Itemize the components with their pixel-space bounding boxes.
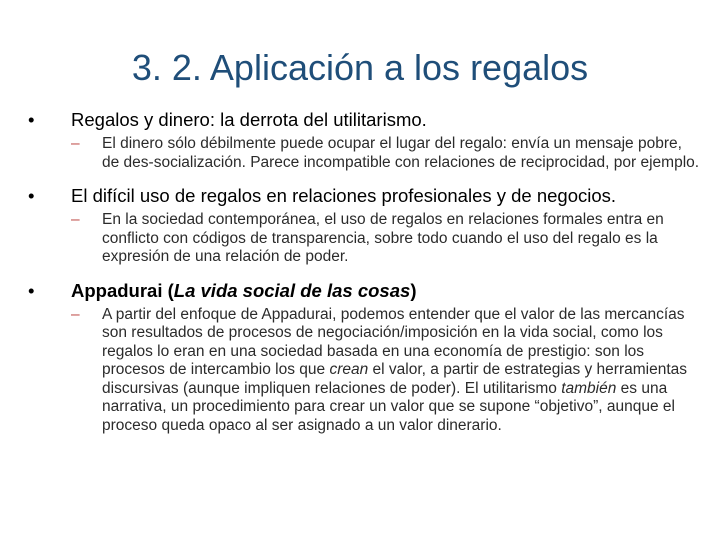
sub-bullet-marker: – [71,135,80,152]
bullet-list [28,108,700,435]
sub-bullet-text [102,306,687,434]
sub-text-part-1: A partir del enfoque de Appadurai, podemos entender que el valor de las mercancías son resultados de procesos de negociación/imposición en la vida social, como los regalos lo eran en una sociedad basada en una economía de prestigio: son los procesos de intercambio los que [102,305,685,378]
sub-bullet [71,211,700,267]
sub-bullet [71,306,700,436]
bullet-text: El difícil uso de regalos en relaciones profesionales y de negocios. [71,185,617,206]
sub-bullet-marker: – [71,211,80,228]
bullet-text [71,280,416,301]
sub-text-part-2: el valor, a partir de estrategias y herramientas discursivas (aunque impliquen relaciones de poder). El utilitarismo [102,361,688,397]
slide-title: 3. 2. Aplicación a los regalos [131,47,589,88]
bullet-text: Regalos y dinero: la derrota del utilitarismo. [71,109,427,130]
bullet-item [28,279,700,436]
sub-text-italic-2: también [561,379,617,397]
sub-bullet-text: El dinero sólo débilmente puede ocupar el lugar del regalo: envía un mensaje pobre, de des-socialización. Parece incompatible con relaciones de reciprocidad, por ejemplo. [102,135,700,171]
sub-text-italic-1: crean [329,361,369,378]
bullet-marker: • [28,279,35,301]
bullet-text-suffix: ) [410,279,417,301]
bullet-marker: • [28,185,35,206]
bullet-marker: • [28,109,35,130]
sub-bullet [71,135,700,172]
bullet-item [28,184,700,267]
sub-bullet-marker: – [71,305,80,323]
bullet-item [28,108,700,172]
book-title: La vida social de las cosas [173,279,411,301]
bullet-text-prefix: Appadurai ( [71,279,174,301]
sub-bullet-text: En la sociedad contemporánea, el uso de regalos en relaciones formales entra en conflicto con códigos de transparencia, sobre todo cuando el uso del regalo es la expresión de una relación de poder. [102,211,664,265]
sub-text-part-3: es una narrativa, un procedimiento para crear un valor que se supone “objetivo”, aunque el proceso queda opaco al ser asignado a un valor dinerario. [102,379,675,434]
